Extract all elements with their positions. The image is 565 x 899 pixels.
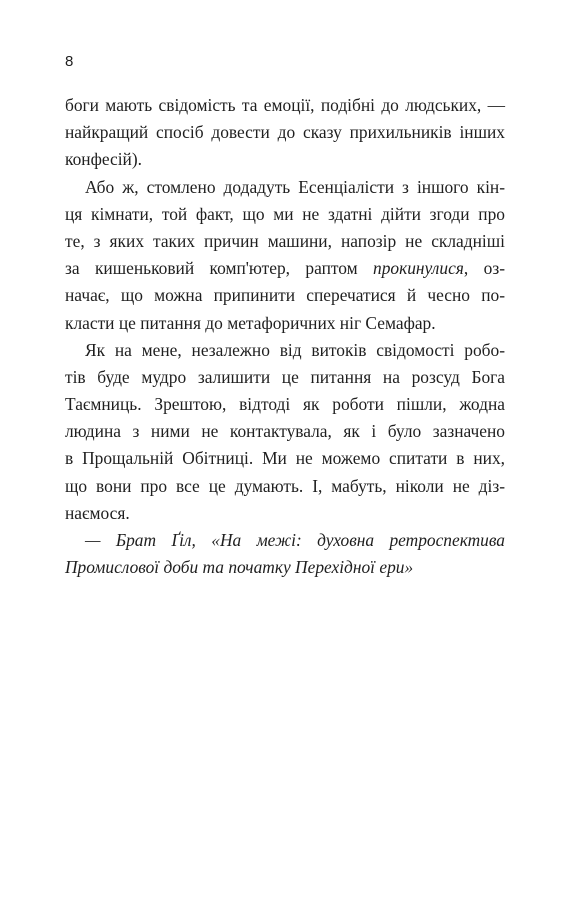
paragraph [65,337,505,527]
text-line: тів буде мудро залишити це питання на розсуд Бога [65,366,505,387]
paragraph [65,92,505,174]
italic-word: прокинулися [373,258,464,279]
text-line: Або ж, стомлено додадуть Есенціалісти з іншого кін- [85,176,505,197]
attribution [65,527,505,581]
text-block [65,92,505,581]
attribution-line: — Брат Ґіл, «На межі: духовна ретроспектива [85,530,505,550]
text-fragment: , оз- [463,258,505,279]
text-line: те, з яких таких причин машини, напозір не складніші [65,230,505,251]
text-line: що вони про все це думають. І, мабуть, ніколи не діз- [65,475,505,496]
text-line-mixed [65,255,505,282]
text-line: Як на мене, незалежно від витоків свідомості робо- [85,339,505,360]
text-fragment: за кишеньковий комп'ютер, раптом [65,258,374,279]
text-line: в Прощальній Обітниці. Ми не можемо спитати в них, [65,448,505,469]
text-line: ця кімнати, той факт, що ми не здатні дійти згоди про [65,203,505,224]
paragraph [65,174,505,337]
text-line: начає, що можна припинити сперечатися й чесно по- [65,285,505,306]
page-number: 8 [65,53,74,70]
text-line: класти це питання до метафоричних ніг Семафар. [65,312,436,333]
text-line: боги мають свідомість та емоції, подібні до людських, — [65,95,505,115]
text-line: найкращий спосіб довести до сказу прихильників інших [65,122,505,143]
attribution-line: Промислової доби та початку Перехідної ери» [65,557,414,578]
text-line: Таємниць. Зрештою, відтоді як роботи пішли, жодна [65,394,505,415]
text-line: людина з ними не контактувала, як і було зазначено [65,421,505,442]
text-line: наємося. [65,502,130,523]
text-line: конфесій). [65,149,142,170]
